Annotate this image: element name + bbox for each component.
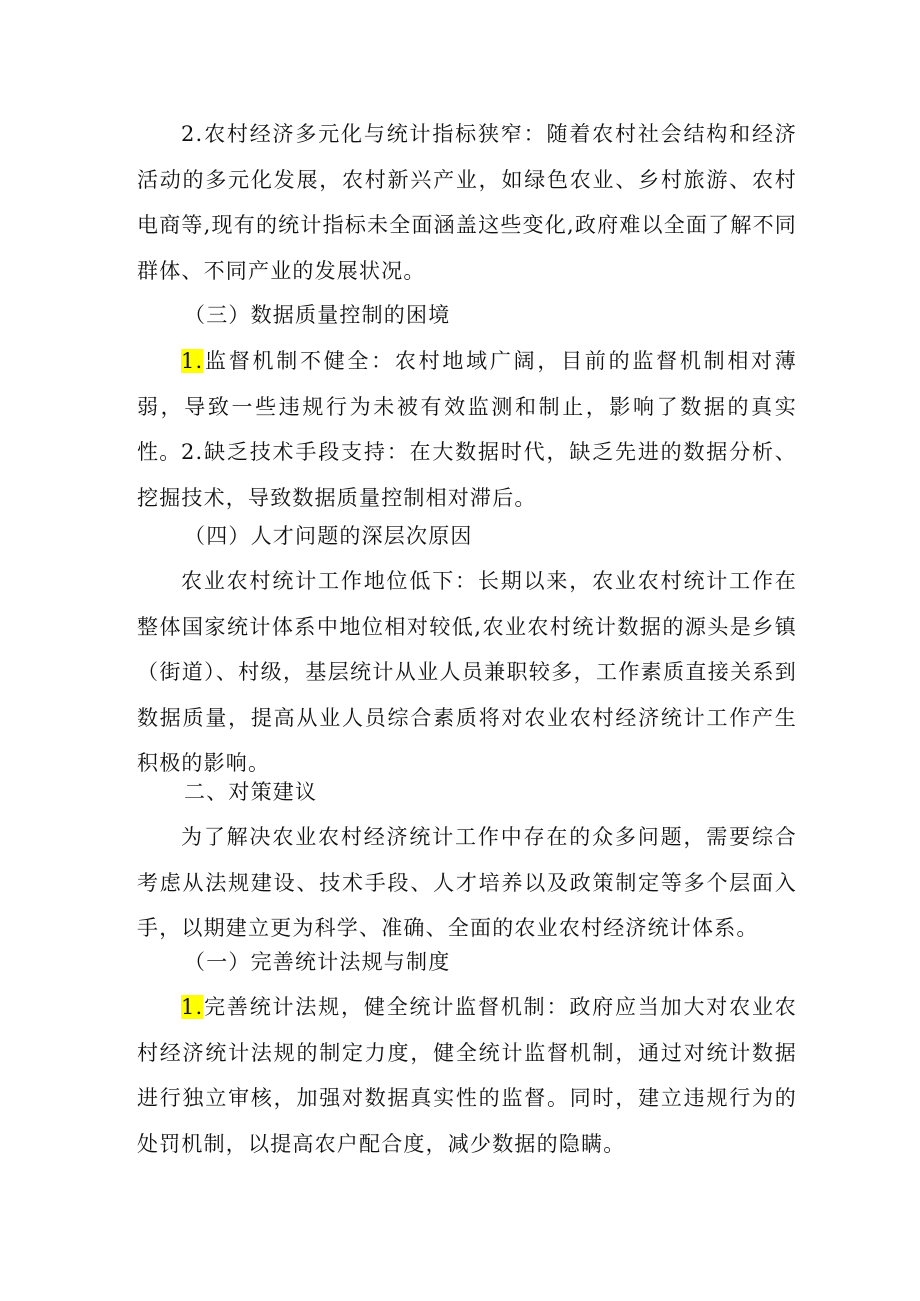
section-heading-data-quality: （三）数据质量控制的困境 — [184, 303, 451, 327]
paragraph-text: 农业农村统计工作地位低下：长期以来，农业农村统计工作在整体国家统计体系中地位相对较低,农业农村统计数据的源头是乡镇（街道）、村级，基层统计从业人员兼职较多，工作素质直接关系到数据质量，提高从业人员综合素质将对农业农村经济统计工作产生积极的影响。 — [137, 569, 797, 775]
paragraph-rural-diversification — [137, 112, 797, 294]
chapter-heading-countermeasures: 二、对策建议 — [184, 780, 318, 804]
paragraph-text: 2.农村经济多元化与统计指标狭窄：随着农村社会结构和经济活动的多元化发展，农村新兴产业，如绿色农业、乡村旅游、农村电商等,现有的统计指标未全面涵盖这些变化,政府难以全面了解不同群体、不同产业的发展状况。 — [137, 122, 797, 283]
section-heading-talent: （四）人才问题的深层次原因 — [184, 524, 473, 548]
paragraph-text: 完善统计法规，健全统计监督机制：政府应当加大对农业农村经济统计法规的制定力度，健全统计监督机制，通过对统计数据进行独立审核，加强对数据真实性的监督。同时，建立违规行为的处罚机制，以提高农户配合度，减少数据的隐瞒。 — [137, 995, 797, 1156]
list-number-highlighted: 1. — [181, 349, 204, 373]
paragraph-improve-regulations — [137, 985, 797, 1167]
paragraph-tech-support — [137, 430, 797, 521]
paragraph-text: 为了解决农业农村经济统计工作中存在的众多问题，需要综合考虑从法规建设、技术手段、人才培养以及政策制定等多个层面入手，以期建立更为科学、准确、全面的农业农村经济统计体系。 — [137, 825, 797, 940]
section-heading-regulations: （一）完善统计法规与制度 — [184, 950, 451, 974]
paragraph-text: 2.缺乏技术手段支持：在大数据时代，缺乏先进的数据分析、挖掘技术，导致数据质量控制相对滞后。 — [137, 440, 797, 510]
paragraph-countermeasures-intro — [137, 815, 797, 952]
paragraph-text: 监督机制不健全：农村地域广阔，目前的监督机制相对薄弱，导致一些违规行为未被有效监测和制止，影响了数据的真实性。 — [137, 349, 797, 464]
list-number-highlighted: 1. — [181, 995, 204, 1019]
paragraph-statistics-status — [137, 559, 797, 787]
